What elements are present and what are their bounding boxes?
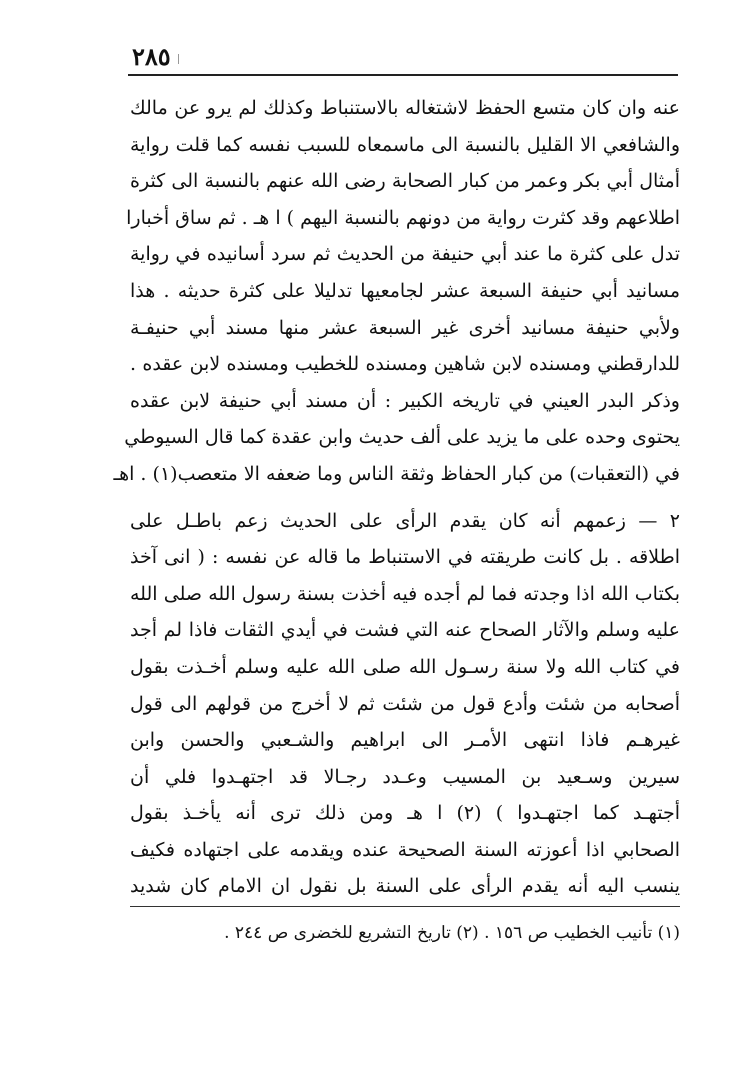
text-line: وذكر البدر العيني في تاريخه الكبير : أن مسند أبي حنيفة لابن عقده — [130, 389, 680, 412]
text-line: في (التعقبات) من كبار الحفاظ وثقة الناس وما ضعفه الا متعصب(١) . اهـ — [113, 462, 680, 485]
text-line: عنه وان كان متسع الحفظ لاشتغاله بالاستنباط وكذلك لم يرو عن مالك — [130, 97, 680, 119]
text-line: يحتوى وحده على ما يزيد على ألف حديث وابن عقدة كما قال السيوطي — [124, 426, 680, 449]
text-line: أجتهـد كما اجتهـدوا ) (٢) ا هـ ومن ذلك ترى أنه يأخـذ بقول — [130, 802, 680, 825]
footnote-divider — [130, 906, 680, 907]
text-line: عليه وسلم والآثار الصحاح عنه التي فشت في أيدي الثقات فاذا لم أجد — [130, 619, 680, 642]
text-line: بكتاب الله اذا وجدته فما لم أجده فيه أخذت بسنة رسول الله صلى الله — [130, 582, 680, 605]
text-line: أصحابه من شئت وأدع قول من شئت ثم لا أخرج من قولهم الى قول — [130, 692, 680, 715]
body-text — [113, 90, 680, 905]
text-line: اطلاقه . بل كانت طريقته في الاستنباط ما قاله عن نفسه : ( انى آخذ — [130, 546, 680, 569]
text-line: والشافعي الا القليل بالنسبة الى ماسمعاه للسبب نفسه كما قلت رواية — [130, 133, 680, 156]
text-line: للدارقطني ومسنده لابن شاهين ومسنده للخطيب ومسنده لابن عقده . — [130, 353, 680, 376]
text-line: غيرهـم فاذا انتهى الأمـر الى ابراهيم والشـعبي والحسن وابن — [130, 729, 680, 752]
page-header — [128, 36, 678, 76]
text-line: ٢ — زعمهم أنه كان يقدم الرأى على الحديث زعم باطـل على — [130, 509, 680, 532]
footnote: (١) تأنيب الخطيب ص ١٥٦ . (٢) تاريخ التشريع للخضرى ص ٢٤٤ . — [224, 923, 680, 943]
text-line: سيرين وسـعيد بن المسيب وعـدد رجـالا قد اجتهـدوا فلي أن — [130, 765, 680, 788]
text-line: في كتاب الله ولا سنة رسـول الله صلى الله عليه وسلم أخـذت بقول — [130, 655, 680, 678]
text-line: تدل على كثرة ما عند أبي حنيفة من الحديث ثم سرد أسانيده في رواية — [130, 243, 680, 266]
paragraph-1 — [113, 90, 680, 493]
page-number: ٢٨٥ — [132, 42, 171, 71]
header-mark — [178, 54, 179, 64]
paragraph-2 — [130, 503, 680, 906]
text-line: مسانيد أبي حنيفة السبعة عشر لجامعيها تدليلا على كثرة حديثه . هذا — [130, 279, 680, 302]
text-line: أمثال أبي بكر وعمر من كبار الصحابة رضى الله عنهم بالنسبة الى كثرة — [130, 170, 680, 193]
paragraph-gap — [130, 493, 680, 503]
text-line: ينسب اليه أنه يقدم الرأى على السنة بل نقول ان الامام كان شديد — [130, 875, 680, 898]
text-line: الصحابي اذا أعوزته السنة الصحيحة عنده ويقدمه على اجتهاده فكيف — [130, 838, 680, 861]
text-line: اطلاعهم وقد كثرت رواية من دونهم بالنسبة اليهم ) ا هـ . ثم ساق أخبارا — [126, 206, 680, 229]
text-line: ولأبي حنيفة مسانيد أخرى غير السبعة عشر منها مسند أبي حنيفـة — [130, 316, 680, 339]
